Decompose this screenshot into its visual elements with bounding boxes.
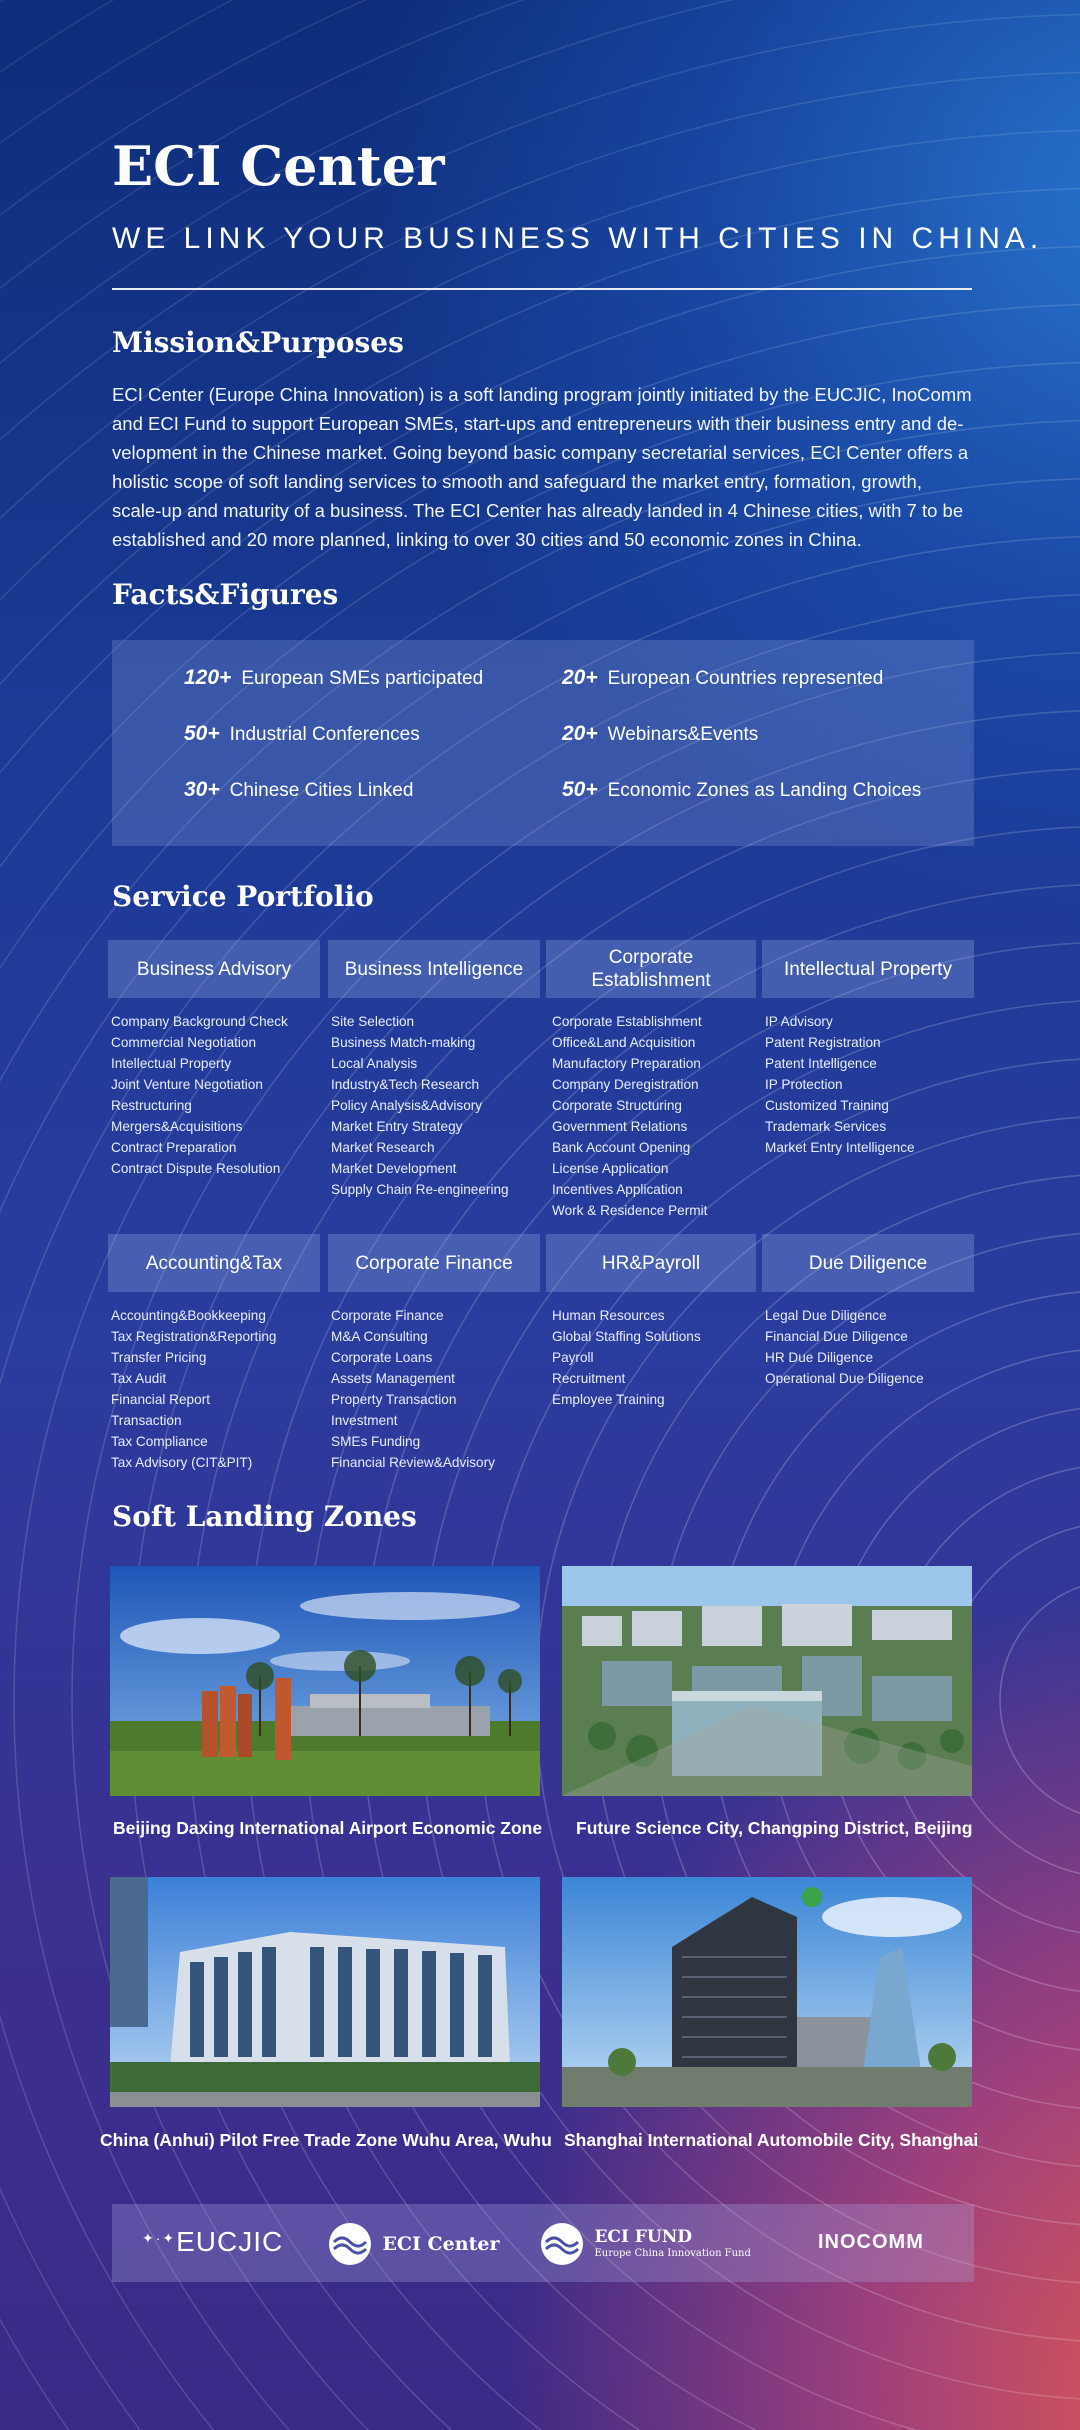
service-list-accounting-tax [111, 1305, 276, 1473]
service-item: Corporate Loans [331, 1350, 433, 1365]
service-item: Joint Venture Negotiation [111, 1077, 263, 1092]
service-item: Legal Due Diligence [765, 1308, 887, 1323]
service-item: Business Match-making [331, 1035, 476, 1050]
service-item: Intellectual Property [111, 1056, 232, 1071]
service-item: Property Transaction [331, 1392, 457, 1407]
service-item: Financial Report [111, 1392, 210, 1407]
zone-photo-future-science-city [562, 1566, 972, 1796]
service-category-title-line: Establishment [591, 970, 711, 991]
service-item: Contract Dispute Resolution [111, 1161, 281, 1176]
eucjic-logo-text: EUCJIC [176, 2226, 284, 2257]
service-category-business-intelligence: Business Intelligence [328, 940, 540, 998]
fact-item [562, 722, 758, 746]
service-item: Office&Land Acquisition [552, 1035, 696, 1050]
service-item: Corporate Structuring [552, 1098, 682, 1113]
partner-logos [112, 2204, 974, 2282]
service-item: Financial Due Diligence [765, 1329, 908, 1344]
service-item: Incentives Application [552, 1182, 683, 1197]
service-item: M&A Consulting [331, 1329, 428, 1344]
service-item: Payroll [552, 1350, 594, 1365]
service-item: Industry&Tech Research [331, 1077, 480, 1092]
fact-label: Chinese Cities Linked [229, 780, 414, 801]
zone-caption: Future Science City, Changping District, Beijing [576, 1818, 973, 1838]
service-category-hr-payroll: HR&Payroll [546, 1234, 756, 1292]
service-category-corporate-establishment [546, 940, 756, 998]
fact-label: Webinars&Events [607, 724, 759, 745]
service-item: Patent Intelligence [765, 1056, 877, 1071]
service-category-intellectual-property: Intellectual Property [762, 940, 974, 998]
service-list-corporate-finance [331, 1305, 495, 1473]
fact-item [562, 666, 883, 690]
service-item: Company Background Check [111, 1014, 288, 1029]
service-item: Assets Management [331, 1371, 455, 1386]
service-item: Bank Account Opening [552, 1140, 691, 1155]
eci-wave-icon [328, 2222, 372, 2266]
fact-item [184, 778, 413, 802]
service-item: Mergers&Acquisitions [111, 1119, 243, 1134]
service-item: Policy Analysis&Advisory [331, 1098, 483, 1113]
service-item: Commercial Negotiation [111, 1035, 257, 1050]
fact-number: 30+ [184, 778, 220, 801]
service-item: Supply Chain Re-engineering [331, 1182, 509, 1197]
service-item: Operational Due Diligence [765, 1371, 924, 1386]
service-item: IP Advisory [765, 1014, 833, 1029]
mission-line: scale-up and maturity of a business. The ECI Center has already landed in 4 Chinese cities, with 7 to be [112, 500, 964, 521]
zone-photo-wuhu [110, 1877, 540, 2107]
eci-fund-subtitle: Europe China Innovation Fund [594, 2248, 751, 2259]
eci-fund-logo-text: ECI FUND [594, 2227, 692, 2247]
zone-caption: China (Anhui) Pilot Free Trade Zone Wuhu Area, Wuhu [100, 2130, 552, 2150]
service-item: Government Relations [552, 1119, 688, 1134]
fact-label: European SMEs participated [241, 668, 484, 689]
service-item: Work & Residence Permit [552, 1203, 708, 1218]
service-item: HR Due Diligence [765, 1350, 874, 1365]
service-category-business-advisory: Business Advisory [108, 940, 320, 998]
service-item: Market Entry Strategy [331, 1119, 463, 1134]
service-item: Trademark Services [765, 1119, 887, 1134]
service-item: Corporate Finance [331, 1308, 444, 1323]
service-list-hr-payroll [552, 1305, 701, 1410]
service-item: License Application [552, 1161, 669, 1176]
service-item: Local Analysis [331, 1056, 418, 1071]
service-item: Tax Compliance [111, 1434, 208, 1449]
service-item: Tax Registration&Reporting [111, 1329, 277, 1344]
zone-caption: Beijing Daxing International Airport Economic Zone [113, 1818, 543, 1838]
service-item: Company Deregistration [552, 1077, 699, 1092]
facts-panel [112, 640, 974, 846]
tagline: WE LINK YOUR BUSINESS WITH CITIES IN CHINA. [112, 222, 1044, 255]
service-item: Tax Audit [111, 1371, 167, 1386]
service-item: Accounting&Bookkeeping [111, 1308, 266, 1323]
eci-center-logo [328, 2222, 499, 2266]
service-item: Financial Review&Advisory [331, 1455, 495, 1470]
service-category-due-diligence: Due Diligence [762, 1234, 974, 1292]
service-list-corporate-establishment [552, 1011, 707, 1221]
mission-line: ECI Center (Europe China Innovation) is a soft landing program jointly initiated by the EUCJIC, InoComm [112, 384, 972, 405]
service-item: Global Staffing Solutions [552, 1329, 701, 1344]
fact-label: European Countries represented [607, 668, 884, 689]
service-item: Employee Training [552, 1392, 665, 1407]
service-item: Tax Advisory (CIT&PIT) [111, 1455, 253, 1470]
eci-fund-logo [540, 2222, 751, 2266]
service-list-business-advisory [111, 1011, 288, 1179]
fact-number: 20+ [562, 666, 598, 689]
fact-item [562, 778, 921, 802]
fact-number: 120+ [184, 666, 232, 689]
service-item: Transaction [111, 1413, 182, 1428]
fact-number: 50+ [562, 778, 598, 801]
services-heading: Service Portfolio [112, 880, 374, 913]
fact-label: Industrial Conferences [229, 724, 420, 745]
service-item: Market Research [331, 1140, 435, 1155]
service-item: Contract Preparation [111, 1140, 237, 1155]
fact-item [184, 666, 483, 690]
service-item: Transfer Pricing [111, 1350, 207, 1365]
service-item: Corporate Establishment [552, 1014, 702, 1029]
mission-line: and ECI Fund to support European SMEs, start-ups and entrepreneurs with their business entry and de- [112, 413, 964, 434]
service-item: Customized Training [765, 1098, 889, 1113]
stars-icon: ✦·✦ [142, 2230, 177, 2246]
service-item: Manufactory Preparation [552, 1056, 701, 1071]
fact-label: Economic Zones as Landing Choices [607, 780, 922, 801]
mission-line: velopment in the Chinese market. Going beyond basic company secretarial services, ECI Center offers a [112, 442, 969, 463]
service-item: Investment [331, 1413, 398, 1428]
mission-line: established and 20 more planned, linking to over 30 cities and 50 economic zones in China. [112, 529, 862, 550]
service-category-title-line: Corporate [608, 947, 694, 968]
service-category-corporate-finance: Corporate Finance [328, 1234, 540, 1292]
zone-photo-daxing [110, 1566, 540, 1796]
service-item: Site Selection [331, 1014, 415, 1029]
fact-number: 50+ [184, 722, 220, 745]
mission-text [112, 380, 972, 554]
service-item: Market Development [331, 1161, 457, 1176]
page-title: ECI Center [112, 134, 445, 198]
fact-number: 20+ [562, 722, 598, 745]
zones-heading: Soft Landing Zones [112, 1500, 417, 1533]
eucjic-logo [142, 2226, 283, 2258]
service-item: IP Protection [765, 1077, 843, 1092]
service-item: SMEs Funding [331, 1434, 421, 1449]
service-item: Restructuring [111, 1098, 192, 1113]
fact-item [184, 722, 420, 746]
service-list-due-diligence [765, 1305, 924, 1389]
inocomm-logo: INOCOMM [818, 2231, 924, 2253]
service-item: Recruitment [552, 1371, 626, 1386]
zone-caption: Shanghai International Automobile City, Shanghai [564, 2130, 979, 2150]
header-divider [112, 288, 972, 290]
mission-line: holistic scope of soft landing services to smooth and safeguard the market entry, formation, growth, [112, 471, 922, 492]
service-list-intellectual-property [765, 1011, 915, 1158]
facts-heading: Facts&Figures [112, 578, 339, 611]
service-item: Market Entry Intelligence [765, 1140, 915, 1155]
service-item: Patent Registration [765, 1035, 881, 1050]
service-item: Human Resources [552, 1308, 665, 1323]
mission-heading: Mission&Purposes [112, 326, 404, 359]
service-list-business-intelligence [331, 1011, 509, 1200]
service-category-accounting-tax: Accounting&Tax [108, 1234, 320, 1292]
eci-wave-icon [540, 2222, 584, 2266]
zone-photo-shanghai [562, 1877, 972, 2107]
eci-center-logo-text: ECI Center [382, 2233, 500, 2255]
